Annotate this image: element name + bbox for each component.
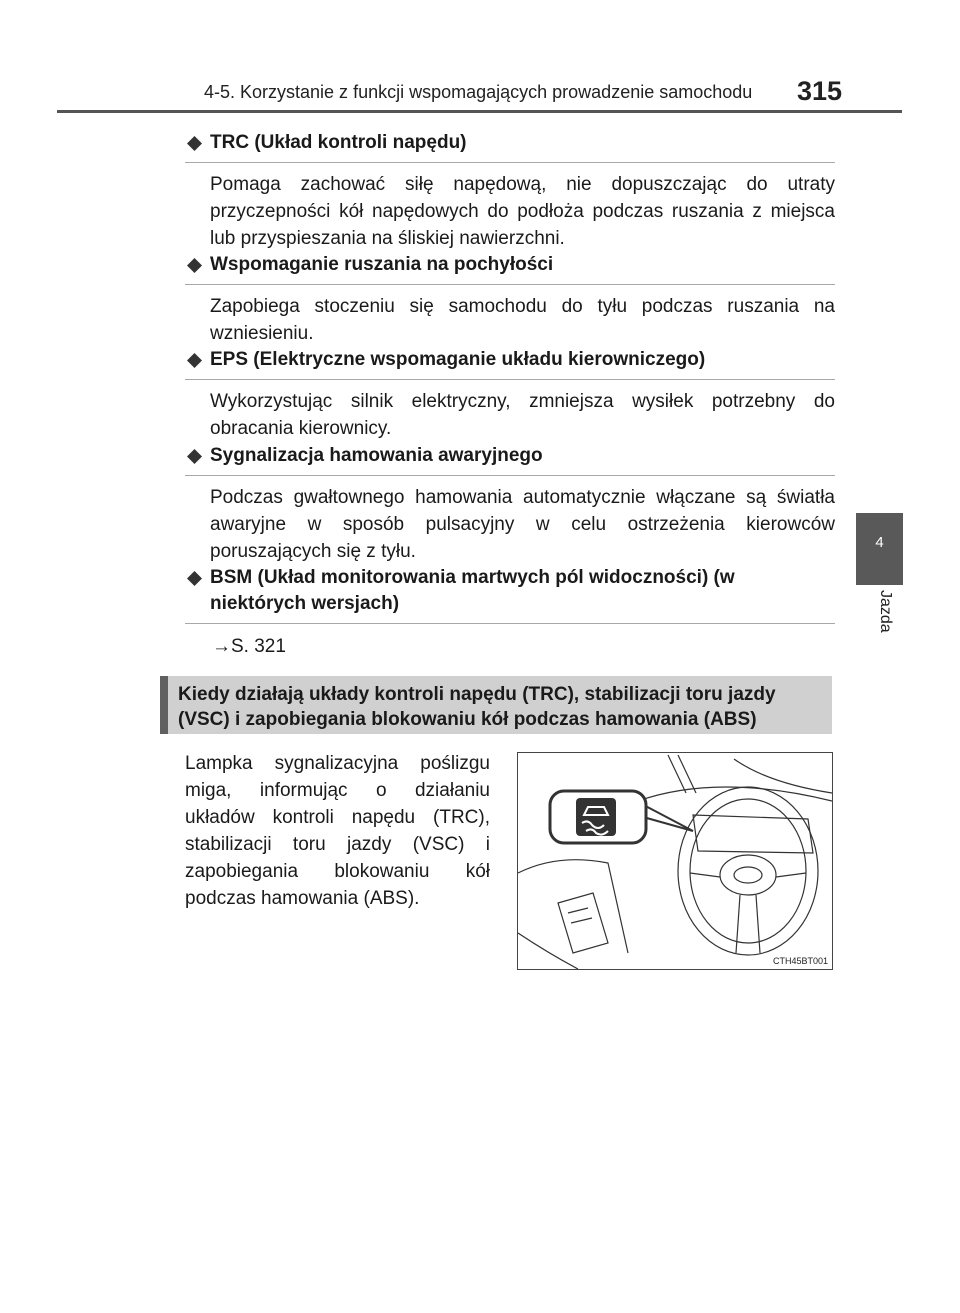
arrow-right-icon: →	[212, 636, 231, 657]
dashboard-illustration	[517, 752, 833, 970]
section-eps	[185, 347, 835, 442]
section-trc	[185, 130, 835, 252]
section-title: EPS (Elektryczne wspomaganie układu kierowniczego)	[185, 347, 835, 380]
section-bsm	[185, 565, 835, 658]
section-title: Sygnalizacja hamowania awaryjnego	[185, 443, 835, 476]
section-emergency-braking	[185, 443, 835, 565]
steering-wheel-illustration	[518, 753, 832, 969]
chapter-tab[interactable]: 4	[856, 513, 903, 585]
diamond-bullet-icon	[187, 449, 202, 464]
page-header	[57, 76, 902, 113]
section-body: Zapobiega stoczeniu się samochodu do tyłu podczas ruszania na wzniesieniu.	[210, 296, 835, 344]
diamond-bullet-icon	[187, 258, 202, 273]
section-title: TRC (Układ kontroli napędu)	[185, 130, 835, 163]
chapter-label: Jazda	[877, 590, 894, 633]
diamond-bullet-icon	[187, 136, 202, 151]
header-title: 4-5. Korzystanie z funkcji wspomagających prowadzenie samochodu	[204, 82, 753, 102]
figure-code: CTH45BT001	[772, 956, 828, 966]
diamond-bullet-icon	[187, 353, 202, 368]
section-body: Wykorzystując silnik elektryczny, zmniejsza wysiłek potrzebny do obracania kierownicy.	[210, 391, 835, 439]
diamond-bullet-icon	[187, 571, 202, 586]
callout-body: Lampka sygnalizacyjna poślizgu miga, informując o działaniu układów kontroli napędu (TRC), stabilizacji toru jazdy (VSC) i zapobiegania blokowaniu kół podczas hamowania (ABS).	[185, 753, 490, 909]
callout-title: Kiedy działają układy kontroli napędu (TRC), stabilizacji toru jazdy (VSC) i zapobiegania blokowaniu kół podczas hamowania (ABS)	[160, 676, 832, 734]
section-title: BSM (Układ monitorowania martwych pól widoczności) (w niektórych wersjach)	[185, 565, 835, 624]
section-title: Wspomaganie ruszania na pochyłości	[185, 252, 835, 285]
page-number: 315	[797, 76, 843, 106]
section-body: Pomaga zachować siłę napędową, nie dopuszczając do utraty przyczepności kół napędowych do podłoża podczas ruszania z miejsca lub przyspieszania na śliskiej nawierzchni.	[210, 174, 835, 249]
page-reference-link[interactable]: →S. 321	[212, 636, 286, 657]
section-hill-start	[185, 252, 835, 347]
section-body: Podczas gwałtownego hamowania automatycznie włączane są światła awaryjne w sposób pulsacyjny w celu ostrzeżenia kierowców poruszających się z tyłu.	[210, 487, 835, 562]
